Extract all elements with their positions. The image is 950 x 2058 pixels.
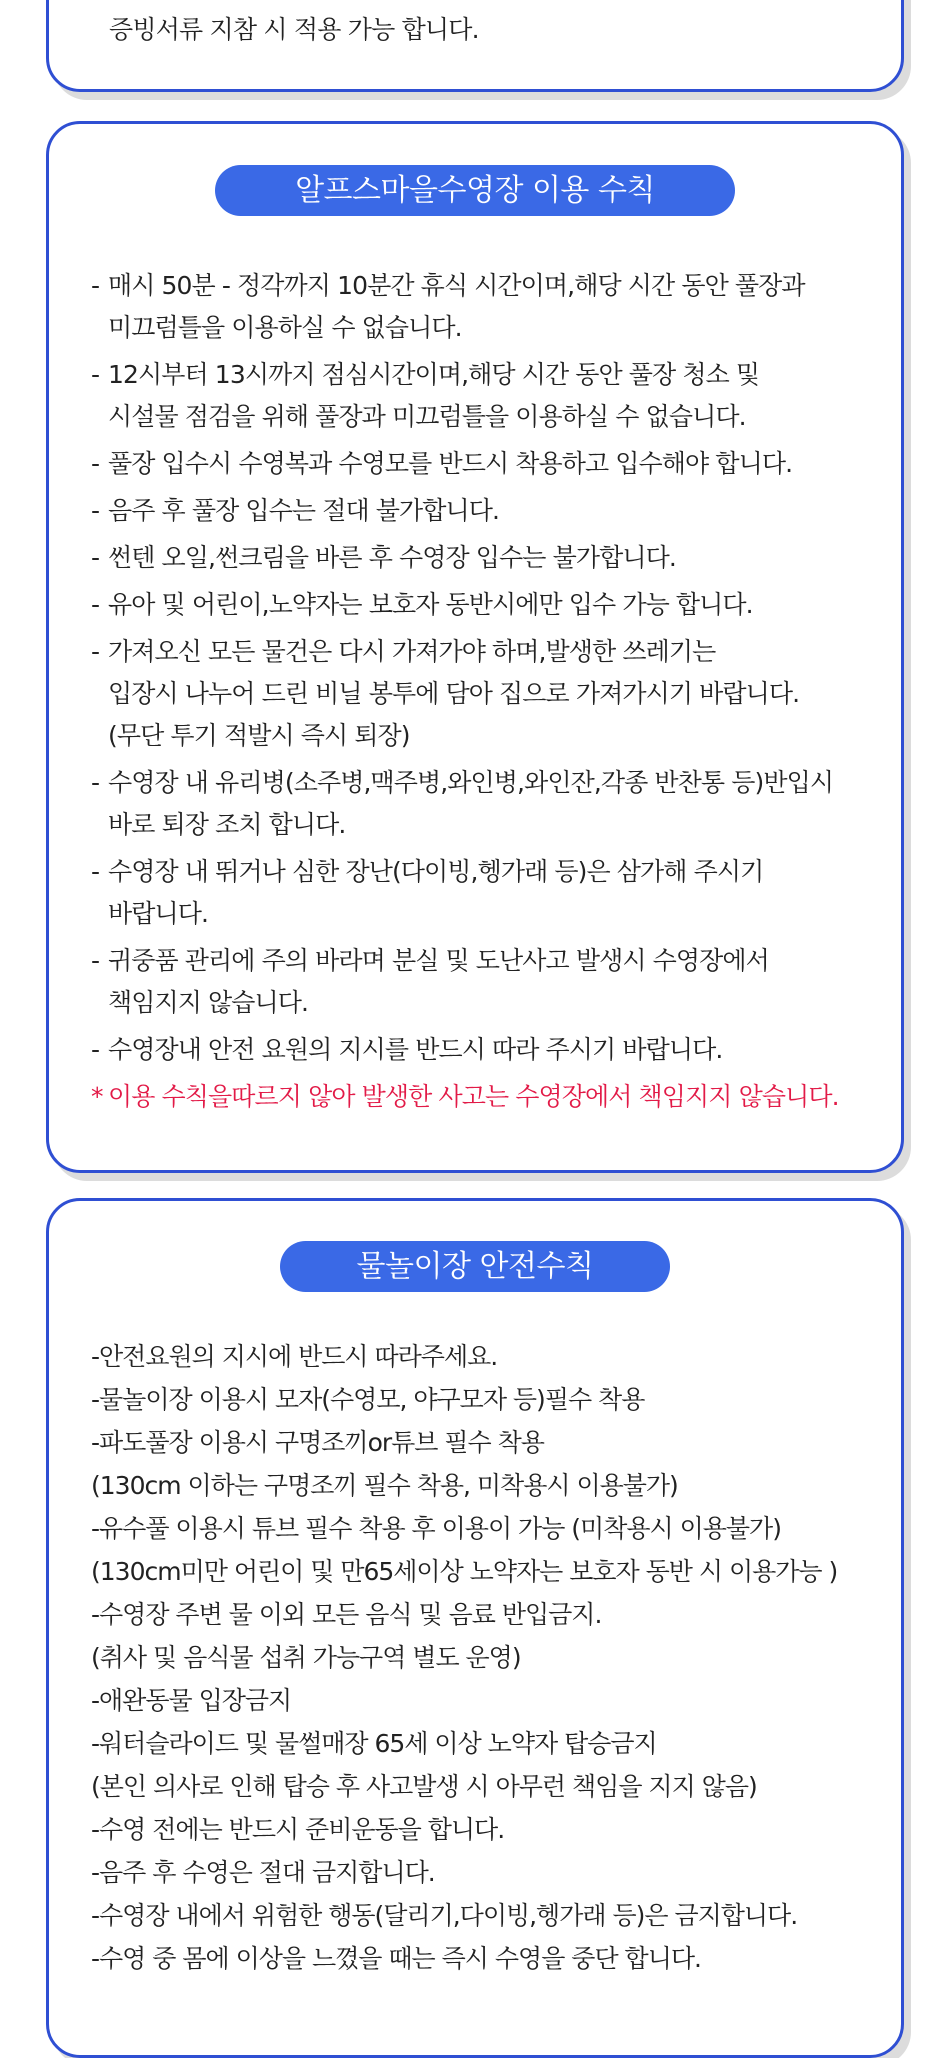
safety-item: -수영장 내에서 위험한 행동(달리기,다이빙,헹가래 등)은 금지합니다. (91, 1901, 798, 1930)
rule-item (91, 762, 881, 846)
safety-item: -유수풀 이용시 튜브 필수 착용 후 이용이 가능 (미착용시 이용불가) (91, 1514, 781, 1543)
safety-item: -물놀이장 이용시 모자(수영모, 야구모자 등)필수 착용 (91, 1385, 645, 1414)
document-note: 증빙서류 지참 시 적용 가능 합니다. (109, 15, 479, 44)
safety-item: -음주 후 수영은 절대 금지합니다. (91, 1858, 435, 1887)
safety-item: (130cm 이하는 구명조끼 필수 착용, 미착용시 이용불가) (91, 1471, 678, 1500)
rule-line: - 12시부터 13시까지 점심시간이며,해당 시간 동안 풀장 청소 및 (108, 360, 760, 389)
safety-item: -파도풀장 이용시 구명조끼or튜브 필수 착용 (91, 1428, 544, 1457)
water-park-safety-list (91, 1335, 891, 1980)
rule-line: - 수영장 내 유리병(소주병,맥주병,와인병,와인잔,각종 반찬통 등)반입시 (108, 768, 834, 797)
water-park-safety-title: 물놀이장 안전수칙 (280, 1241, 670, 1292)
safety-item: -수영장 주변 물 이외 모든 음식 및 음료 반입금지. (91, 1600, 602, 1629)
rule-item (91, 1029, 881, 1071)
safety-item: -수영 중 몸에 이상을 느꼈을 때는 즉시 수영을 중단 합니다. (91, 1944, 701, 1973)
pool-rules-title: 알프스마을수영장 이용 수칙 (215, 165, 735, 216)
rule-line: - 풀장 입수시 수영복과 수영모를 반드시 착용하고 입수해야 합니다. (108, 449, 793, 478)
rule-line: - 음주 후 풀장 입수는 절대 불가합니다. (108, 496, 500, 525)
rule-line: 입장시 나누어 드린 비닐 봉투에 담아 집으로 가져가시기 바랍니다. (108, 679, 800, 708)
rule-item (91, 443, 881, 485)
rule-line: 책임지지 않습니다. (108, 988, 309, 1017)
pool-rules-card (46, 121, 904, 1173)
rule-line: 시설물 점검을 위해 풀장과 미끄럼틀을 이용하실 수 없습니다. (108, 402, 746, 431)
rule-line: - 수영장 내 뛰거나 심한 장난(다이빙,헹가래 등)은 삼가해 주시기 (108, 857, 764, 886)
rule-item (91, 490, 881, 532)
rule-item (91, 584, 881, 626)
pool-rules-list (91, 265, 881, 1123)
rule-line: - 유아 및 어린이,노약자는 보호자 동반시에만 입수 가능 합니다. (108, 590, 753, 619)
rule-item (91, 537, 881, 579)
rule-line: - 매시 50분 - 정각까지 10분간 휴식 시간이며,해당 시간 동안 풀장과 (108, 271, 805, 300)
previous-info-card (46, 0, 904, 92)
rule-item (91, 631, 881, 757)
rules-disclaimer (91, 1076, 881, 1118)
rule-item (91, 265, 881, 349)
safety-item: (본인 의사로 인해 탑승 후 사고발생 시 아무런 책임을 지지 않음) (91, 1772, 757, 1801)
rule-item (91, 354, 881, 438)
rule-line: 미끄럼틀을 이용하실 수 없습니다. (108, 313, 462, 342)
disclaimer-text: * 이용 수칙을따르지 않아 발생한 사고는 수영장에서 책임지지 않습니다. (108, 1082, 839, 1111)
safety-item: (취사 및 음식물 섭취 가능구역 별도 운영) (91, 1643, 521, 1672)
safety-item: (130cm미만 어린이 및 만65세이상 노약자는 보호자 동반 시 이용가능 ) (91, 1557, 838, 1586)
safety-item: -안전요원의 지시에 반드시 따라주세요. (91, 1342, 498, 1371)
rule-line: - 썬텐 오일,썬크림을 바른 후 수영장 입수는 불가합니다. (108, 543, 676, 572)
safety-item: -워터슬라이드 및 물썰매장 65세 이상 노약자 탑승금지 (91, 1729, 657, 1758)
rule-line: - 귀중품 관리에 주의 바라며 분실 및 도난사고 발생시 수영장에서 (108, 946, 769, 975)
rule-line: 바로 퇴장 조치 합니다. (108, 810, 346, 839)
rule-item (91, 940, 881, 1024)
rule-line: 바랍니다. (108, 899, 209, 928)
rule-line: (무단 투기 적발시 즉시 퇴장) (108, 721, 410, 750)
rule-line: - 수영장내 안전 요원의 지시를 반드시 따라 주시기 바랍니다. (108, 1035, 723, 1064)
rule-line: - 가져오신 모든 물건은 다시 가져가야 하며,발생한 쓰레기는 (108, 637, 716, 666)
safety-item: -수영 전에는 반드시 준비운동을 합니다. (91, 1815, 505, 1844)
safety-item: -애완동물 입장금지 (91, 1686, 292, 1715)
water-park-safety-card (46, 1198, 904, 2058)
rule-item (91, 851, 881, 935)
